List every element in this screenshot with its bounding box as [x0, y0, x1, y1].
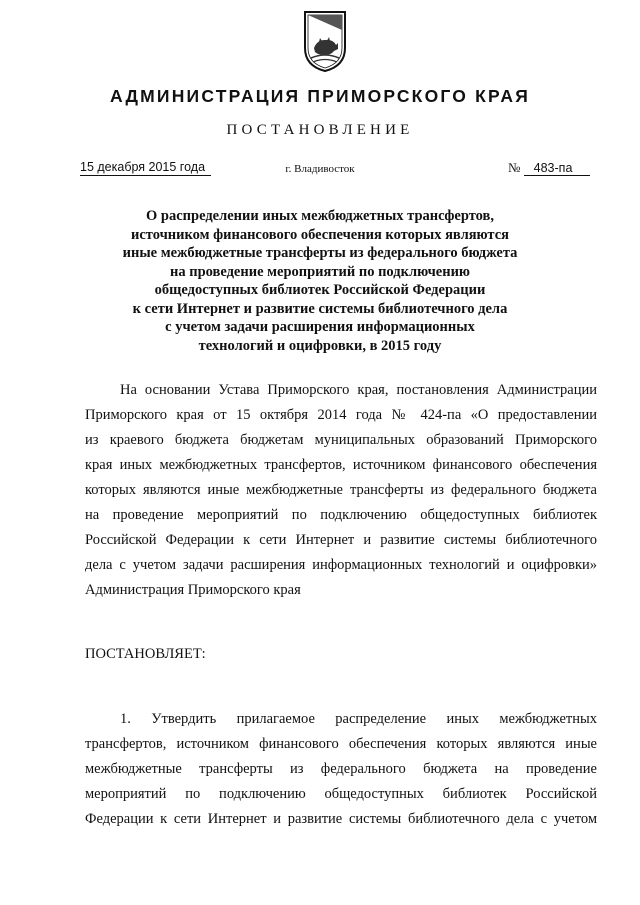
- preamble-line: Приморского края от 15 октября 2014 года № 424-па «О предоставлении: [85, 407, 597, 423]
- title-line: О распределении иных межбюджетных трансфертов,: [146, 208, 494, 224]
- number-label: №: [508, 160, 521, 175]
- document-date: 15 декабря 2015 года: [80, 160, 211, 176]
- title-line: с учетом задачи расширения информационных: [165, 319, 475, 335]
- preamble-line: которых являются иные межбюджетные трансферты из федерального бюджета: [85, 482, 597, 498]
- title-line: иные межбюджетные трансферты из федерального бюджета: [122, 245, 518, 261]
- primorye-coat-of-arms-icon: [301, 8, 349, 74]
- preamble-line: дела с учетом задачи расширения информационных технологий и оцифровки»: [85, 557, 597, 573]
- document-number: [508, 160, 590, 176]
- preamble-line: Российской Федерации к сети Интернет и развитие системы библиотечного: [85, 532, 597, 548]
- title-line: общедоступных библиотек Российской Федерации: [154, 282, 486, 298]
- item-line: 1. Утвердить прилагаемое распределение иных межбюджетных: [120, 711, 597, 727]
- document-title: [0, 207, 640, 355]
- preamble-line: На основании Устава Приморского края, постановления Администрации: [120, 382, 597, 398]
- preamble-line: из краевого бюджета бюджетам муниципальных образований Приморского: [85, 432, 597, 448]
- item-line: межбюджетные трансферты из федерального бюджета на проведение: [85, 761, 597, 777]
- item-line: трансфертов, источником финансового обеспечения которых являются иные: [85, 736, 597, 752]
- number-value: 483-па: [524, 161, 590, 176]
- title-line: технологий и оцифровки, в 2015 году: [198, 337, 442, 354]
- resolves-heading: ПОСТАНОВЛЯЕТ:: [85, 646, 206, 662]
- document-city: г. Владивосток: [285, 163, 355, 175]
- document-type: ПОСТАНОВЛЕНИЕ: [226, 122, 414, 138]
- title-line: источником финансового обеспечения которых являются: [130, 226, 510, 243]
- item-line: мероприятий по подключению общедоступных библиотек Российской: [85, 786, 597, 802]
- title-line: к сети Интернет и развитие системы библиотечного дела: [132, 300, 508, 317]
- preamble-line: Администрация Приморского края: [85, 582, 301, 598]
- item-line: Федерации к сети Интернет и развитие системы библиотечного дела с учетом: [85, 811, 597, 827]
- title-line: на проведение мероприятий по подключению: [169, 263, 471, 280]
- preamble-line: на проведение мероприятий по подключению общедоступных библиотек: [85, 507, 597, 523]
- organization-name: АДМИНИСТРАЦИЯ ПРИМОРСКОГО КРАЯ: [110, 86, 530, 106]
- preamble-line: края иных межбюджетных трансфертов, источником финансового обеспечения: [85, 457, 597, 473]
